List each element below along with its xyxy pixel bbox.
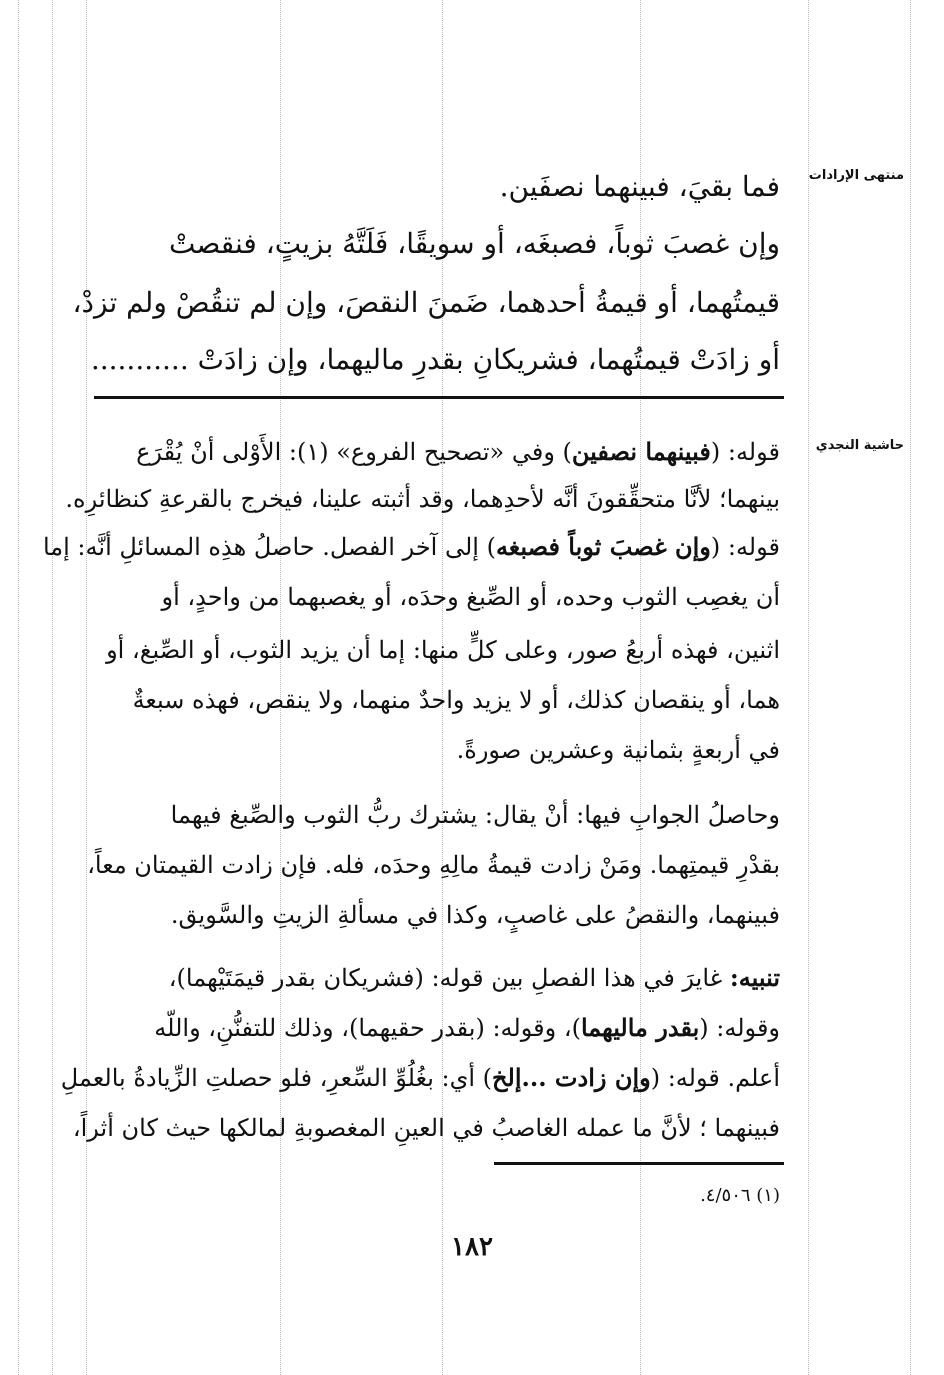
hashiya-label: حاشية النجدي [815, 438, 904, 453]
hashiya-line [120, 735, 780, 765]
matn-line: فما بقيَ، فبينهما نصفَين. [499, 170, 780, 203]
hashiya-line [120, 582, 780, 612]
hashiya-line [60, 1063, 780, 1093]
hashiya-line [72, 1113, 780, 1143]
page-number: ١٨٢ [451, 1232, 493, 1262]
line-text: وحاصلُ الجوابِ فيها: أنْ يقال: يشترك ربُّ الثوب والصِّبغ فيهما [170, 801, 780, 829]
line-text: )، وقوله: (بقدر حقيهما)، وذلك للتفنُّنِ، واللّه [154, 1014, 581, 1042]
hashiya-line [120, 900, 780, 930]
line-text: بقدْرِ قيمتِهما. ومَنْ زادت قيمةُ مالِهِ وحدَه، فله. فإن زادت القيمتان معاً، [87, 851, 780, 879]
hashiya-line [65, 484, 780, 514]
scan-artifact [18, 0, 19, 1375]
line-text: هما، أو ينقصان كذلك، أو لا يزيد واحدٌ منهما، ولا ينقص، فهذه سبعةٌ [132, 686, 780, 714]
hashiya-line [120, 437, 780, 467]
line-text: فبينهما، والنقصُ على غاصبٍ، وكذا في مسألةِ الزيتِ والسَّويق. [170, 901, 780, 929]
hashiya-line [106, 635, 780, 665]
line-text: اثنين، فهذه أربعُ صور، وعلى كلٍّ منها: إما أن يزيد الثوب، أو الصِّبغ، أو [106, 636, 780, 664]
quoted-term: تنبيه: [729, 963, 780, 992]
scan-artifact [52, 0, 53, 1375]
matn-line: قيمتُهما، أو قيمةُ أحدهما، ضَمنَ النقصَ، وإن لم تنقُصْ ولم تزدْ، [72, 286, 780, 319]
hashiya-line [120, 800, 780, 830]
quoted-term: وإن غصبَ ثوباً فصبغه [495, 532, 711, 561]
hashiya-line [120, 963, 780, 993]
line-text: في أربعةٍ بثمانية وعشرين صورةً. [456, 736, 780, 764]
section-divider [94, 396, 784, 399]
footnote-divider [494, 1162, 784, 1165]
quoted-term: بقدر ماليهما [580, 1013, 700, 1042]
line-text: قوله: ( [710, 533, 780, 561]
line-text: ) أي: بغُلُوِّ السِّعرِ، فلو حصلتِ الزِّيادةُ بالعملِ [60, 1064, 493, 1092]
hashiya-line [42, 532, 780, 562]
hashiya-line [120, 685, 780, 715]
scan-artifact [910, 0, 911, 1375]
hashiya-line [87, 850, 780, 880]
line-text: ) وفي «تصحيح الفروع» (١): الأَوْلى أنْ يُقْرَع [136, 438, 572, 466]
scan-artifact [86, 0, 87, 1375]
line-text: بينهما؛ لأنَّا متحقِّقونَ أنَّه لأحدِهما، وقد أثبته علينا، فيخرج بالقرعةِ كنظائرِه. [65, 485, 780, 513]
line-text: وقوله: ( [699, 1014, 780, 1042]
line-text: قوله: ( [710, 438, 780, 466]
line-text: ) إلى آخر الفصل. حاصلُ هذِه المسائلِ أنَّه: إما [42, 533, 496, 561]
line-text: أن يغصِب الثوب وحده، أو الصِّبغ وحدَه، أو يغصبهما من واحدٍ، أو [161, 583, 780, 611]
quoted-term: فبينهما نصفين [571, 437, 711, 466]
quoted-term: وإن زادت ...إلخ [492, 1063, 651, 1092]
scan-artifact [808, 0, 809, 1375]
line-text: فبينهما ؛ لأنَّ ما عمله الغاصبُ في العينِ المغصوبةِ لمالكها حيث كان أثراً، [72, 1114, 780, 1142]
footnote: (١) ٤/٥٠٦. [700, 1185, 780, 1206]
hashiya-line [120, 1013, 780, 1043]
line-text: غايرَ في هذا الفصلِ بين قوله: (فشريكان بقدر قيمَتَيْهما)، [168, 964, 730, 992]
line-text: أعلم. قوله: ( [650, 1064, 780, 1092]
matn-line: وإن غصبَ ثوباً، فصبغَه، أو سويقًا، فَلَتَّهُ بزيتٍ، فنقصتْ [169, 227, 780, 260]
matn-label: منتهى الإرادات [808, 168, 904, 183]
matn-line: أو زادَتْ قيمتُهما، فشريكانِ بقدرِ ماليهما، وإن زادَتْ ........... [90, 343, 780, 376]
